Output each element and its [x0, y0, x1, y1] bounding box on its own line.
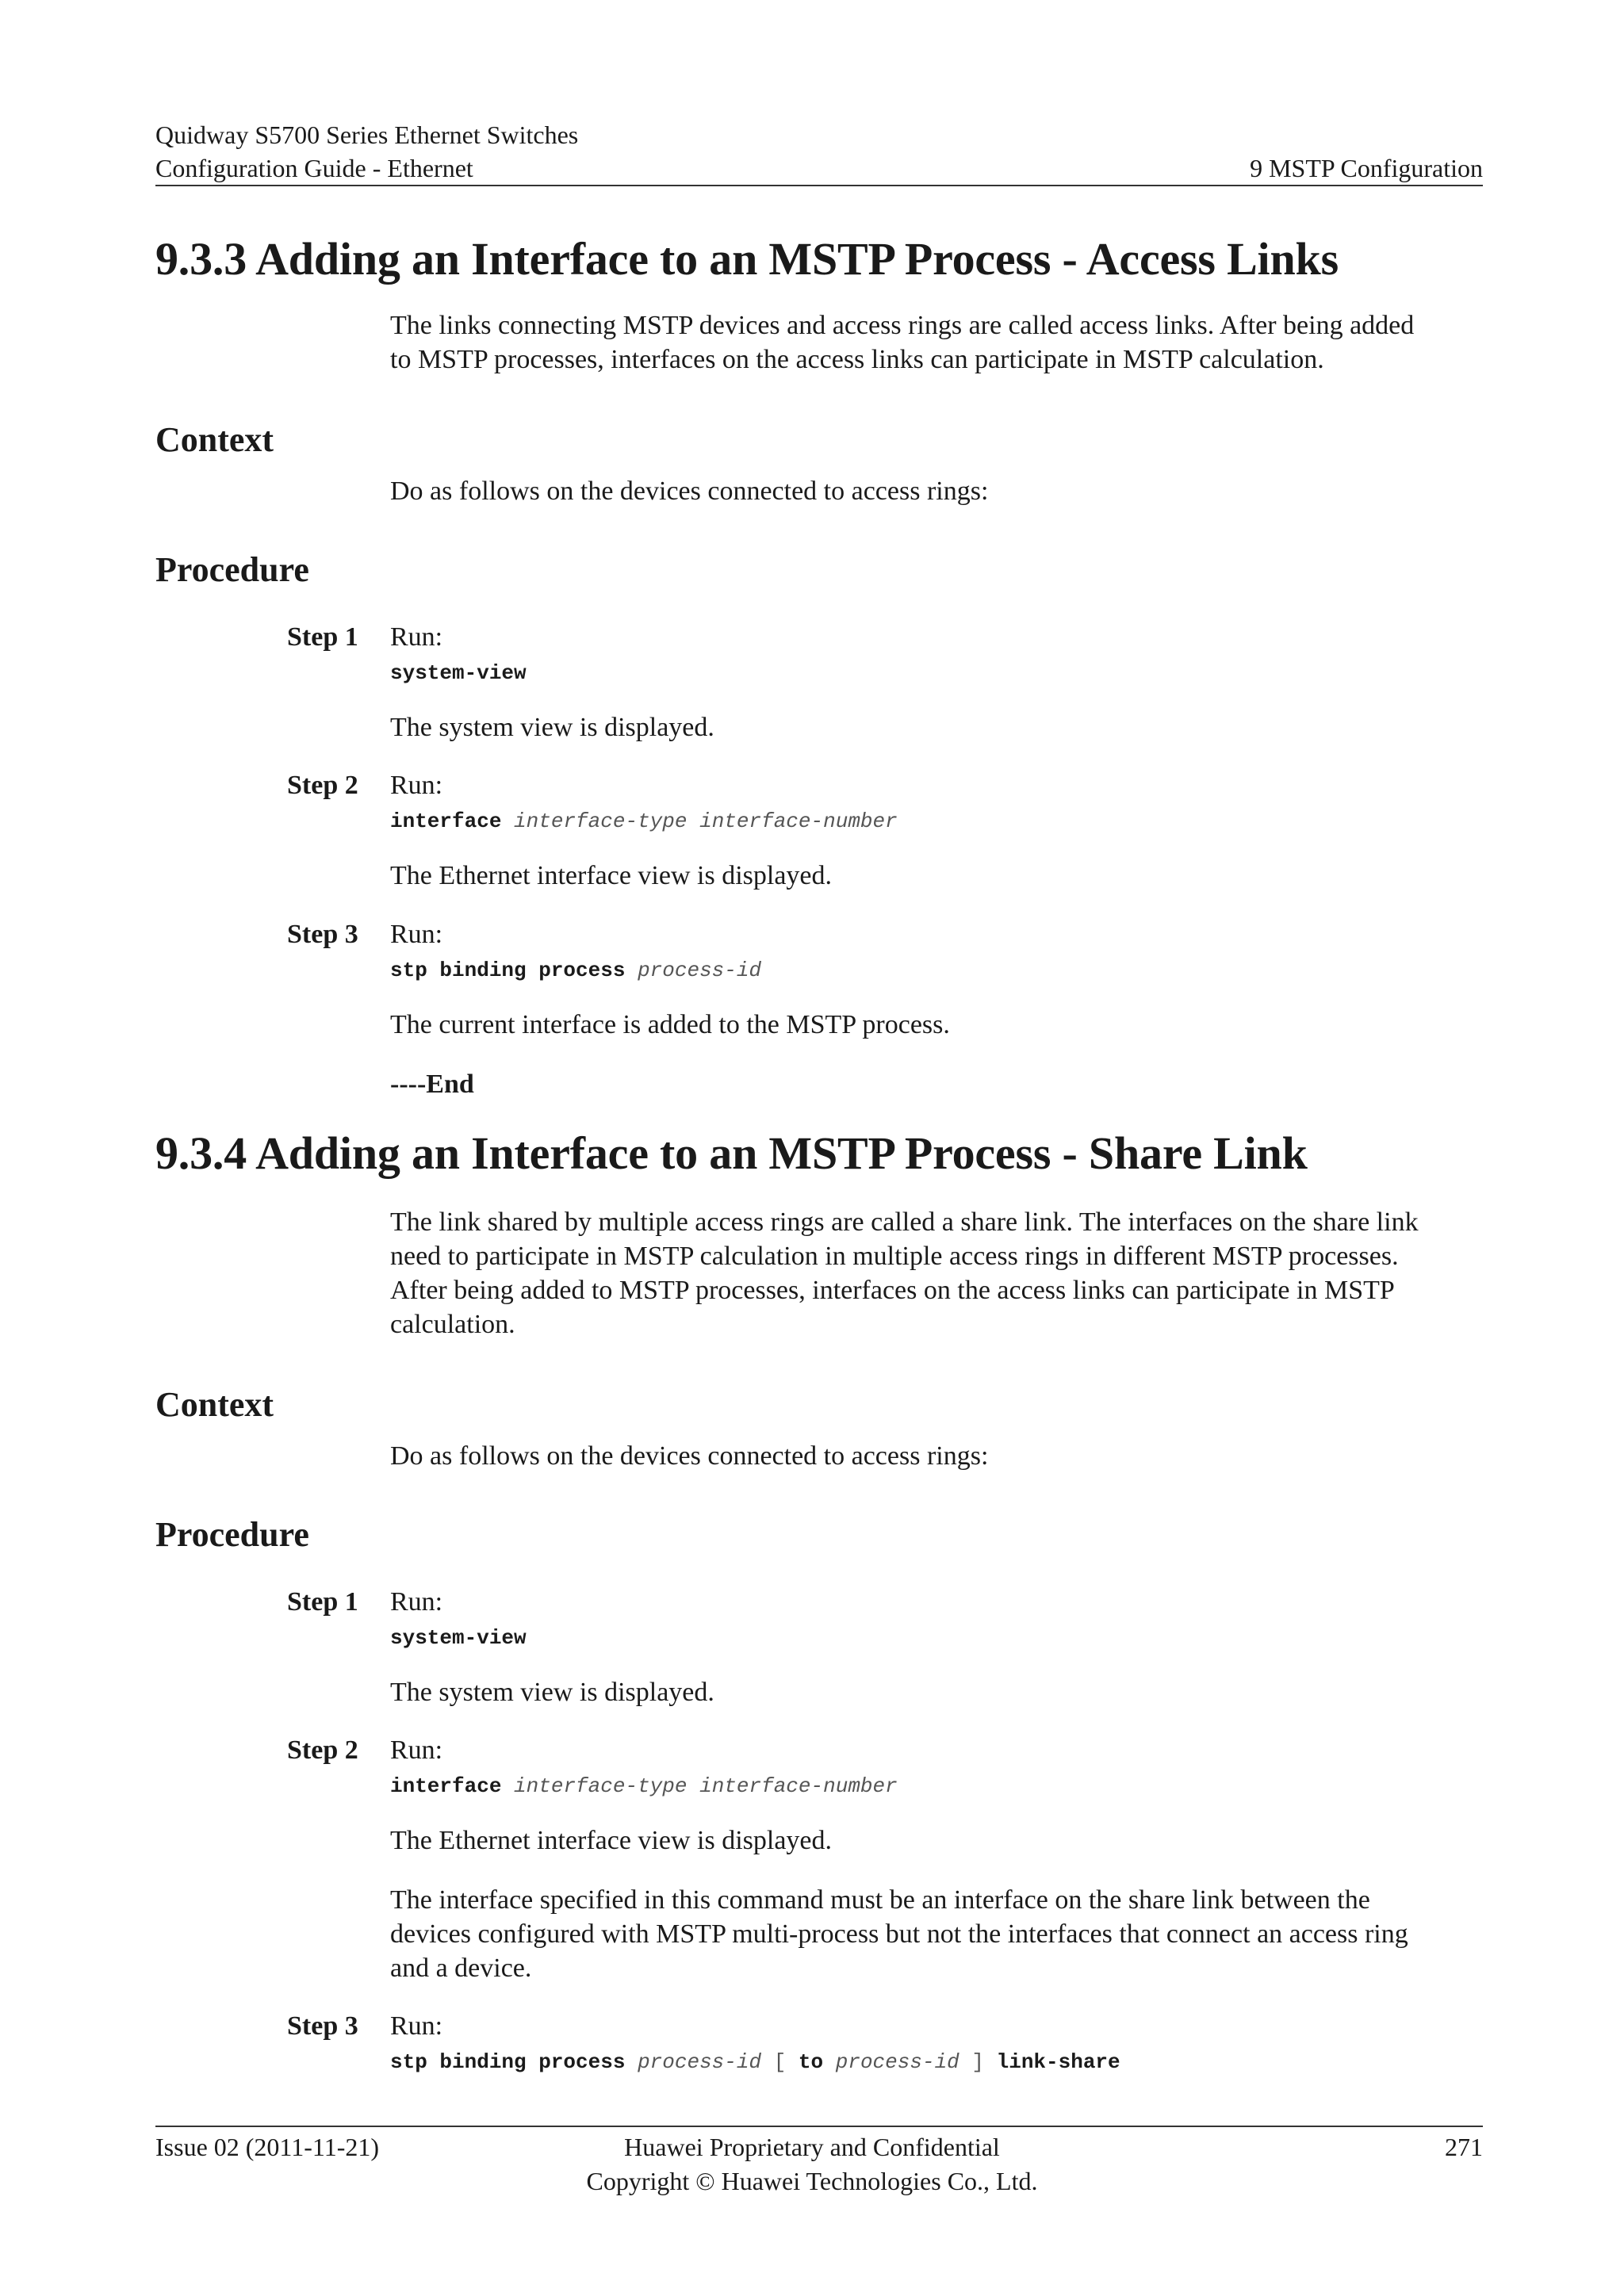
- section-title-access-links: 9.3.3 Adding an Interface to an MSTP Process - Access Links: [155, 233, 1339, 285]
- section1-step1-run: Run:: [390, 622, 443, 652]
- footer-page-number: 271: [1445, 2133, 1483, 2161]
- command-keyword: interface: [390, 809, 502, 833]
- section1-step2-run: Run:: [390, 771, 443, 800]
- section2-step1-label: Step 1: [287, 1587, 358, 1617]
- section2-step1-run: Run:: [390, 1587, 443, 1617]
- section1-context-heading: Context: [155, 420, 274, 459]
- section2-intro-line-3: After being added to MSTP processes, interfaces on the access links can participate in MSTP: [390, 1276, 1395, 1305]
- header-product: Quidway S5700 Series Ethernet Switches: [155, 121, 579, 149]
- command-argument-2: process-id: [835, 2050, 959, 2074]
- section1-context-text: Do as follows on the devices connected to access rings:: [390, 476, 989, 506]
- section2-intro-line-4: calculation.: [390, 1310, 515, 1339]
- section2-step2-result: The Ethernet interface view is displayed.: [390, 1826, 832, 1855]
- section1-step3-result: The current interface is added to the MSTP process.: [390, 1010, 950, 1039]
- command-bracket-open: [: [773, 2050, 787, 2074]
- command-keyword: system-view: [390, 661, 527, 685]
- section2-context-heading: Context: [155, 1385, 274, 1424]
- section2-step1-result: The system view is displayed.: [390, 1678, 714, 1707]
- section-title-share-link: 9.3.4 Adding an Interface to an MSTP Process - Share Link: [155, 1127, 1308, 1179]
- section1-step1-label: Step 1: [287, 622, 358, 652]
- section1-intro-line-2: to MSTP processes, interfaces on the access links can participate in MSTP calculation.: [390, 345, 1324, 374]
- footer-rule: [155, 2126, 1483, 2127]
- command-argument: process-id: [638, 959, 762, 982]
- command-keyword-to: to: [798, 2050, 824, 2074]
- section2-step2-label: Step 2: [287, 1735, 358, 1765]
- command-argument: process-id: [638, 2050, 762, 2074]
- footer-confidential: Huawei Proprietary and Confidential: [624, 2133, 1000, 2161]
- command-argument: interface-type interface-number: [514, 809, 898, 833]
- section1-step2-label: Step 2: [287, 771, 358, 800]
- header-guide: Configuration Guide - Ethernet: [155, 154, 473, 182]
- section1-step3-run: Run:: [390, 920, 443, 949]
- section1-end-mark: ----End: [390, 1070, 474, 1099]
- section2-step2-run: Run:: [390, 1735, 443, 1765]
- footer-issue: Issue 02 (2011-11-21): [155, 2133, 380, 2161]
- command-keyword: interface: [390, 1774, 502, 1798]
- section1-step3-label: Step 3: [287, 920, 358, 949]
- section2-procedure-heading: Procedure: [155, 1515, 309, 1554]
- header-chapter: 9 MSTP Configuration: [1250, 154, 1483, 182]
- command-keyword: system-view: [390, 1626, 527, 1650]
- section2-step3-command: [390, 2049, 1120, 2076]
- section2-step1-command: [390, 1624, 527, 1651]
- section1-procedure-heading: Procedure: [155, 550, 309, 589]
- command-argument: interface-type interface-number: [514, 1774, 898, 1798]
- command-keyword-link-share: link-share: [996, 2050, 1120, 2074]
- section2-intro-line-1: The link shared by multiple access rings are called a share link. The interfaces on the share link: [390, 1207, 1419, 1237]
- command-keyword: stp binding process: [390, 959, 626, 982]
- section1-intro-line-1: The links connecting MSTP devices and access rings are called access links. After being added: [390, 311, 1415, 340]
- section2-step2-command: [390, 1773, 898, 1800]
- section1-step2-command: [390, 808, 898, 835]
- section1-step3-command: [390, 957, 761, 984]
- section2-step3-run: Run:: [390, 2011, 443, 2041]
- header-rule: [155, 185, 1483, 186]
- section2-step2-note-line-3: and a device.: [390, 1954, 532, 1983]
- section2-step2-note-line-1: The interface specified in this command must be an interface on the share link between the: [390, 1885, 1370, 1915]
- command-keyword: stp binding process: [390, 2050, 626, 2074]
- section2-step3-label: Step 3: [287, 2011, 358, 2041]
- section2-context-text: Do as follows on the devices connected to access rings:: [390, 1441, 989, 1471]
- section1-step1-result: The system view is displayed.: [390, 713, 714, 742]
- section2-intro-line-2: need to participate in MSTP calculation in multiple access rings in different MSTP processes.: [390, 1242, 1399, 1271]
- section1-step1-command: [390, 660, 527, 687]
- command-bracket-close: ]: [971, 2050, 984, 2074]
- footer-copyright: Copyright © Huawei Technologies Co., Ltd.: [586, 2167, 1038, 2195]
- section1-step2-result: The Ethernet interface view is displayed.: [390, 861, 832, 890]
- section2-step2-note-line-2: devices configured with MSTP multi-process but not the interfaces that connect an access ring: [390, 1919, 1408, 1949]
